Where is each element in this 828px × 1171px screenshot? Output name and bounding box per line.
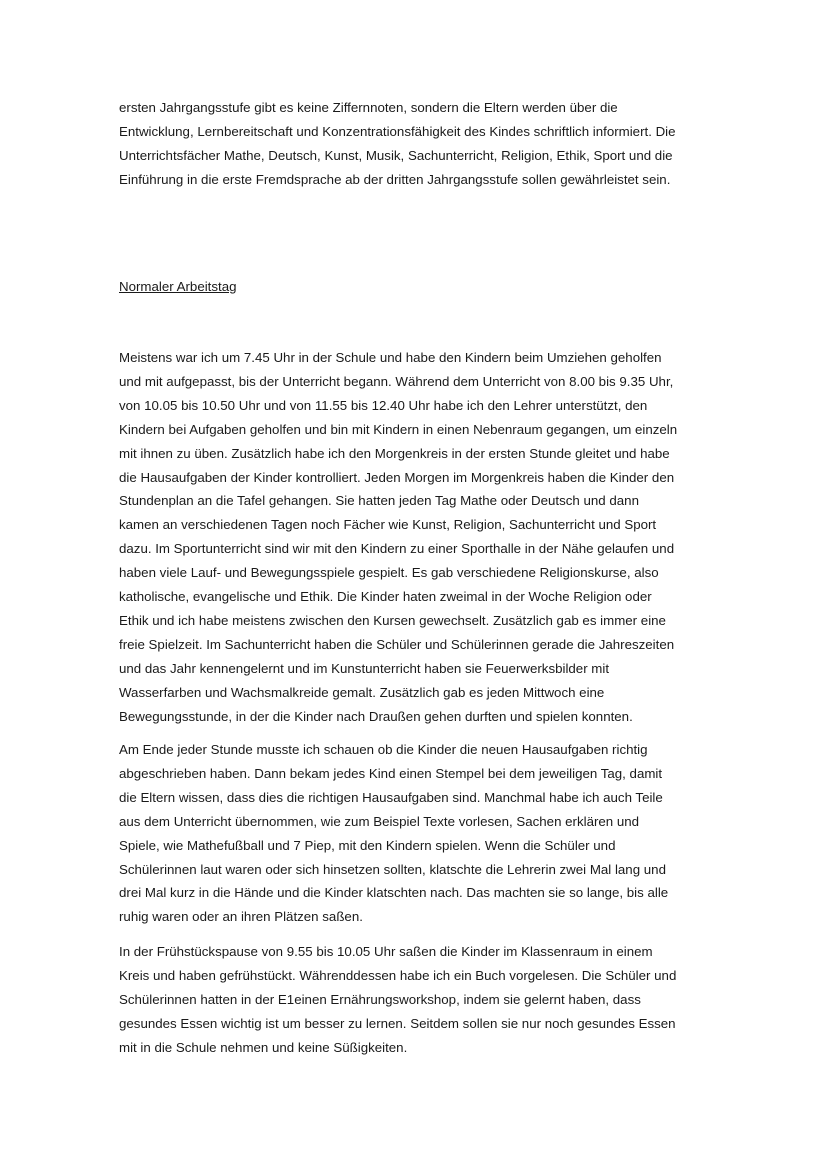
text-line: von 10.05 bis 10.50 Uhr und von 11.55 bis 12.40 Uhr habe ich den Lehrer unterstützt, den <box>119 397 648 413</box>
text-line: Entwicklung, Lernbereitschaft und Konzentrationsfähigkeit des Kindes schriftlich informiert. Die <box>119 123 676 139</box>
text-line: Bewegungsstunde, in der die Kinder nach Draußen gehen durften und spielen konnten. <box>119 708 633 724</box>
text-line: Unterrichtsfächer Mathe, Deutsch, Kunst, Musik, Sachunterricht, Religion, Ethik, Sport und die <box>119 147 673 163</box>
text-line: und das Jahr kennengelernt und im Kunstunterricht haben sie Feuerwerksbilder mit <box>119 660 610 676</box>
text-line: Schülerinnen laut waren oder sich hinsetzen sollten, klatschte die Lehrerin zwei Mal lang und <box>119 861 666 877</box>
text-line: mit in die Schule nehmen und keine Süßigkeiten. <box>119 1039 408 1055</box>
text-line: Ethik und ich habe meistens zwischen den Kursen gewechselt. Zusätzlich gab es immer eine <box>119 612 666 628</box>
text-line: Meistens war ich um 7.45 Uhr in der Schule und habe den Kindern beim Umziehen geholfen <box>119 350 662 365</box>
text-line: aus dem Unterricht übernommen, wie zum Beispiel Texte vorlesen, Sachen erklären und <box>119 813 640 829</box>
text-line: die Eltern wissen, dass dies die richtigen Hausaufgaben sind. Manchmal habe ich auch Teile <box>119 789 663 805</box>
text-line: gesundes Essen wichtig ist um besser zu lernen. Seitdem sollen sie nur noch gesundes Essen <box>119 1015 676 1031</box>
text-line: freie Spielzeit. Im Sachunterricht haben die Schüler und Schülerinnen gerade die Jahreszeiten <box>119 636 675 652</box>
text-line: drei Mal kurz in die Hände und die Kinder klatschten nach. Das machten sie so lange, bis alle <box>119 885 669 901</box>
text-line: kamen an verschiedenen Tagen noch Fächer wie Kunst, Religion, Sachunterricht und Sport <box>119 517 657 533</box>
breakfast-paragraph <box>119 940 719 1060</box>
text-line: Stundenplan an die Tafel gehangen. Sie hatten jeden Tag Mathe oder Deutsch und dann <box>119 493 639 509</box>
text-line: ersten Jahrgangsstufe gibt es keine Ziffernnoten, sondern die Eltern werden über die <box>119 100 618 115</box>
workday-paragraph <box>119 346 719 729</box>
text-line: katholische, evangelische und Ethik. Die Kinder haten zweimal in der Woche Religion oder <box>119 589 652 605</box>
text-line: die Hausaufgaben der Kinder kontrolliert. Jeden Morgen im Morgenkreis haben die Kinder den <box>119 469 675 485</box>
section-heading: Normaler Arbeitstag <box>119 279 237 294</box>
text-line: und mit aufgepasst, bis der Unterricht begann. Während dem Unterricht von 8.00 bis 9.35 Uhr, <box>119 373 674 389</box>
text-line: ruhig waren oder an ihren Plätzen saßen. <box>119 909 363 925</box>
text-line: dazu. Im Sportunterricht sind wir mit den Kindern zu einer Sporthalle in der Nähe gelaufen und <box>119 541 675 557</box>
text-line: abgeschrieben haben. Dann bekam jedes Kind einen Stempel bei dem jeweiligen Tag, damit <box>119 765 663 781</box>
intro-paragraph <box>119 96 719 192</box>
text-line: Spiele, wie Mathefußball und 7 Piep, mit den Kindern spielen. Wenn die Schüler und <box>119 837 616 853</box>
text-line: In der Frühstückspause von 9.55 bis 10.05 Uhr saßen die Kinder im Klassenraum in einem <box>119 944 653 959</box>
text-line: Einführung in die erste Fremdsprache ab der dritten Jahrgangsstufe sollen gewährleistet sein. <box>119 171 671 187</box>
document-page <box>119 96 719 1055</box>
text-line: mit ihnen zu üben. Zusätzlich habe ich den Morgenkreis in der ersten Stunde gleitet und habe <box>119 445 670 461</box>
text-line: Kreis und haben gefrühstückt. Währenddessen habe ich ein Buch vorgelesen. Die Schüler und <box>119 967 677 983</box>
homework-paragraph <box>119 738 719 929</box>
text-line: Kindern bei Aufgaben geholfen und bin mit Kindern in einen Nebenraum gegangen, um einzeln <box>119 421 678 437</box>
text-line: Am Ende jeder Stunde musste ich schauen ob die Kinder die neuen Hausaufgaben richtig <box>119 742 648 757</box>
text-line: Schülerinnen hatten in der E1einen Ernährungsworkshop, indem sie gelernt haben, dass <box>119 991 641 1007</box>
text-line: Wasserfarben und Wachsmalkreide gemalt. Zusätzlich gab es jeden Mittwoch eine <box>119 684 605 700</box>
text-line: haben viele Lauf- und Bewegungsspiele gespielt. Es gab verschiedene Religionskurse, also <box>119 565 659 581</box>
